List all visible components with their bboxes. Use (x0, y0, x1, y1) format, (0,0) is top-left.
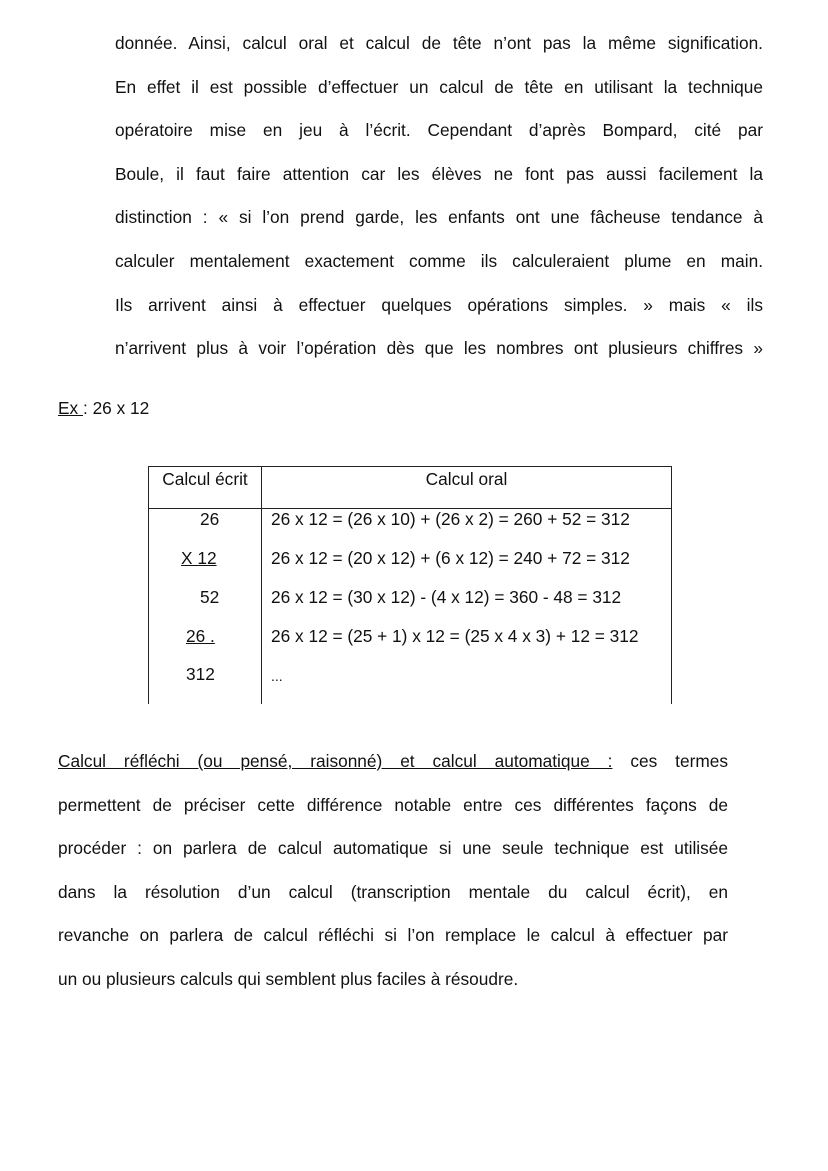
written-calc-line: 52 (200, 587, 220, 607)
oral-calc-line: 26 x 12 = (20 x 12) + (6 x 12) = 240 + 72 = 312 (271, 548, 630, 568)
heading-line-rest: ces termes (630, 751, 728, 771)
quote-paragraph (115, 22, 763, 371)
example-prefix: Ex (58, 398, 83, 418)
paragraph-line: donnée. Ainsi, calcul oral et calcul de tête n’ont pas la même signification. (115, 33, 763, 53)
oral-calc-line: 26 x 12 = (25 + 1) x 12 = (25 x 4 x 3) + 12 = 312 (271, 626, 639, 646)
paragraph-line: revanche on parlera de calcul réfléchi si l’on remplace le calcul à effectuer par (58, 925, 728, 946)
written-calc-line: 312 (186, 664, 215, 684)
paragraph-line: opératoire mise en jeu à l’écrit. Cependant d’après Bompard, cité par (115, 120, 763, 141)
oral-calc-line: 26 x 12 = (30 x 12) - (4 x 12) = 360 - 48 = 312 (271, 587, 622, 607)
section-heading: Calcul réfléchi (ou pensé, raisonné) et calcul automatique : (58, 751, 613, 771)
example-expression: : 26 x 12 (82, 398, 150, 418)
written-calc-line: X 12 (181, 548, 217, 568)
oral-calc-ellipsis: ... (271, 668, 283, 684)
header-oral-calc: Calcul oral (425, 469, 508, 489)
oral-calc-line: 26 x 12 = (26 x 10) + (26 x 2) = 260 + 52 = 312 (271, 509, 630, 529)
table-header-row (149, 467, 671, 509)
paragraph-line: calculer mentalement exactement comme ils calculeraient plume en main. (115, 250, 763, 271)
paragraph-line: En effet il est possible d’effectuer un calcul de tête en utilisant la technique (115, 76, 763, 97)
written-calc-line: 26 (200, 509, 220, 529)
lower-paragraph (58, 740, 728, 1002)
written-calc-line: 26 . (186, 626, 215, 646)
paragraph-line (58, 740, 728, 784)
paragraph-line: permettent de préciser cette différence notable entre ces différentes façons de (58, 794, 728, 815)
paragraph-line: Ils arrivent ainsi à effectuer quelques opérations simples. » mais « ils (115, 294, 763, 315)
paragraph-line: procéder : on parlera de calcul automatique si une seule technique est utilisée (58, 838, 728, 859)
paragraph-line: Boule, il faut faire attention car les élèves ne font pas aussi facilement la (115, 163, 763, 184)
paragraph-line: un ou plusieurs calculs qui semblent plus faciles à résoudre. (58, 968, 519, 989)
paragraph-line: n’arrivent plus à voir l’opération dès que les nombres ont plusieurs chiffres » (115, 338, 763, 359)
example-label (58, 396, 149, 420)
header-written-calc: Calcul écrit (162, 469, 248, 489)
calculation-table (148, 466, 672, 704)
paragraph-line: distinction : « si l’on prend garde, les enfants ont une fâcheuse tendance à (115, 207, 763, 228)
paragraph-line: dans la résolution d’un calcul (transcription mentale du calcul écrit), en (58, 881, 728, 902)
